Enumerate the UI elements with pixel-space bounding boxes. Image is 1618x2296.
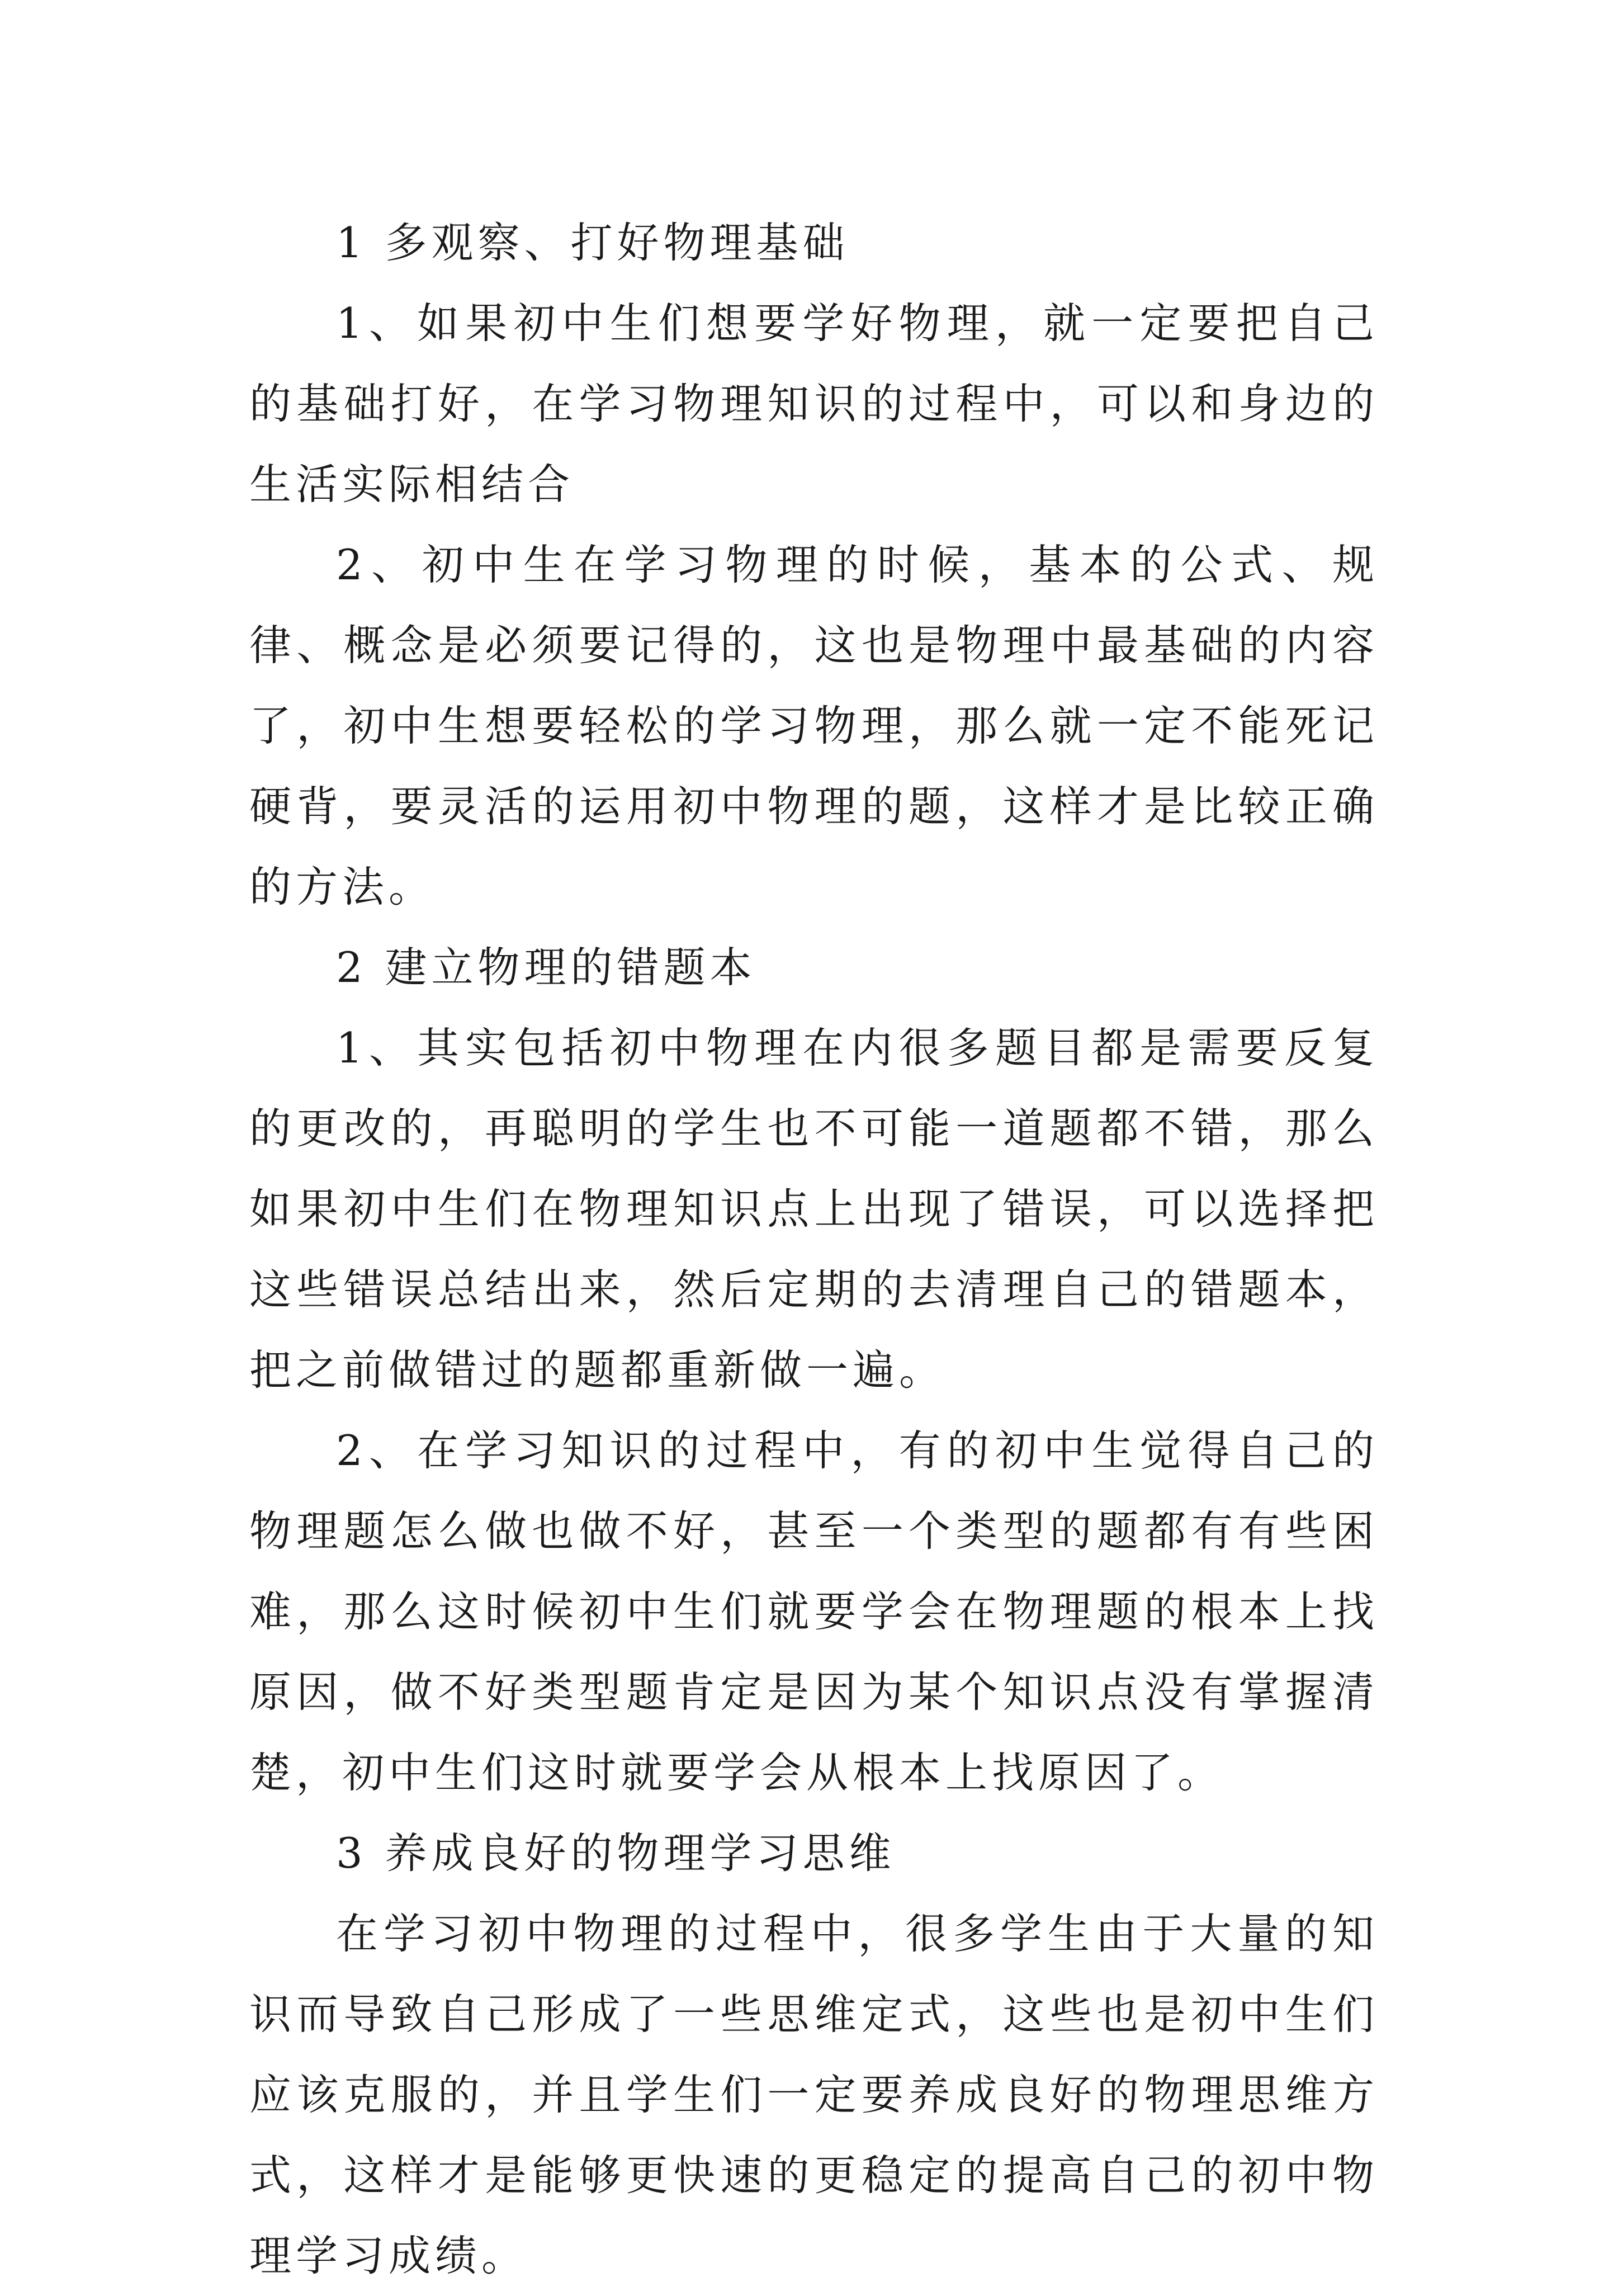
section-heading-2: 2 建立物理的错题本 <box>336 943 756 992</box>
section-heading-1: 1 多观察、打好物理基础 <box>336 218 849 267</box>
paragraph-1-2: 2、初中生在学习物理的时候，基本的公式、规律、概念是必须要记得的，这也是物理中最基础的内容了，初中生想要轻松的学习物理，那么就一定不能死记硬背，要灵活的运用初中物理的题，这样才是比较正确的方法。 <box>249 540 1379 911</box>
section-heading-3: 3 养成良好的物理学习思维 <box>336 1829 896 1878</box>
paragraph-2-2: 2、在学习知识的过程中，有的初中生觉得自己的物理题怎么做也做不好，甚至一个类型的题都有有些困难，那么这时候初中生们就要学会在物理题的根本上找原因，做不好类型题肯定是因为某个知识点没有掌握清楚，初中生们这时就要学会从根本上找原因了。 <box>249 1426 1379 1797</box>
paragraph-1-1: 1、如果初中生们想要学好物理，就一定要把自己的基础打好，在学习物理知识的过程中，可以和身边的生活实际相结合 <box>249 299 1379 509</box>
document-body <box>249 202 1379 2296</box>
paragraph-2-1: 1、其实包括初中物理在内很多题目都是需要反复的更改的，再聪明的学生也不可能一道题都不错，那么如果初中生们在物理知识点上出现了错误，可以选择把这些错误总结出来，然后定期的去清理自己的错题本，把之前做错过的题都重新做一遍。 <box>249 1023 1379 1395</box>
paragraph-3-1: 在学习初中物理的过程中，很多学生由于大量的知识而导致自己形成了一些思维定式，这些也是初中生们应该克服的，并且学生们一定要养成良好的物理思维方式，这样才是能够更快速的更稳定的提高自己的初中物理学习成绩。 <box>249 1909 1379 2280</box>
